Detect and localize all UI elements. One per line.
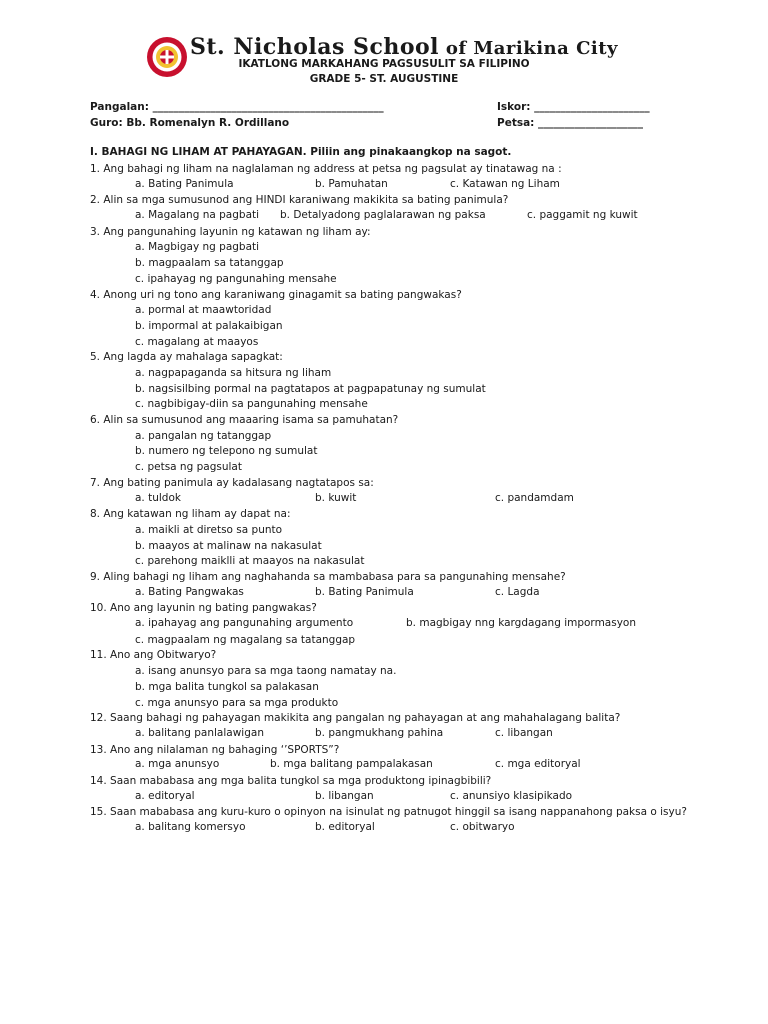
question-3 bbox=[90, 225, 690, 288]
answer-option-b[interactable]: b. numero ng telepono ng sumulat bbox=[135, 445, 318, 458]
answer-option-b[interactable]: b. pangmukhang pahina bbox=[315, 726, 444, 739]
options-row bbox=[90, 727, 690, 743]
question-9 bbox=[90, 570, 690, 601]
options-row bbox=[90, 790, 690, 806]
question-15 bbox=[90, 805, 690, 836]
answer-option-a[interactable]: a. editoryal bbox=[135, 789, 195, 802]
answer-option-b[interactable]: b. mga balita tungkol sa palakasan bbox=[135, 680, 319, 693]
question-text: 6. Alin sa sumusunod ang maaaring isama sa pamuhatan? bbox=[90, 414, 399, 427]
answer-option-a[interactable]: a. pangalan ng tatanggap bbox=[135, 429, 272, 442]
options-row bbox=[90, 821, 690, 837]
answer-option-c[interactable]: c. obitwaryo bbox=[450, 821, 515, 834]
answer-option-c[interactable]: c. libangan bbox=[495, 726, 553, 739]
answer-option-c[interactable]: c. Lagda bbox=[495, 585, 540, 598]
answer-option-a[interactable]: a. ipahayag ang pangunahing argumento bbox=[135, 617, 354, 630]
document-header bbox=[0, 30, 768, 90]
score-field: Iskor: ______________________ bbox=[497, 101, 650, 113]
answer-option-c[interactable]: c. pandamdam bbox=[495, 491, 574, 504]
question-7 bbox=[90, 476, 690, 507]
answer-option-c[interactable]: c. nagbibigay-diin sa pangunahing mensahe bbox=[135, 398, 368, 411]
question-text: 15. Saan mababasa ang kuru-kuro o opinyon na isinulat ng patnugot hinggil sa isang nappanahong paksa o isyu? bbox=[90, 806, 687, 819]
question-10 bbox=[90, 601, 690, 648]
section-title: I. BAHAGI NG LIHAM AT PAHAYAGAN. Piliin ang pinakaangkop na sagot. bbox=[90, 146, 512, 158]
question-text: 13. Ano ang nilalaman ng bahaging ‘’SPORTS”? bbox=[90, 743, 340, 756]
name-field: Pangalan: ____________________________________________ bbox=[90, 101, 384, 113]
answer-option-a[interactable]: a. nagpapaganda sa hitsura ng liham bbox=[135, 367, 332, 380]
date-field: Petsa: ____________________ bbox=[497, 117, 644, 129]
question-4 bbox=[90, 288, 690, 351]
question-12 bbox=[90, 711, 690, 742]
question-13 bbox=[90, 743, 690, 774]
answer-option-b[interactable]: b. editoryal bbox=[315, 821, 375, 834]
question-text: 11. Ano ang Obitwaryo? bbox=[90, 649, 217, 662]
answer-option-c[interactable]: c. mga editoryal bbox=[495, 758, 581, 771]
answer-option-a[interactable]: a. Magbigay ng pagbati bbox=[135, 241, 260, 254]
exam-title: IKATLONG MARKAHANG PAGSUSULIT SA FILIPINO bbox=[238, 58, 530, 70]
answer-option-b[interactable]: b. magbigay nng kargdagang impormasyon bbox=[406, 617, 636, 630]
question-list bbox=[90, 146, 690, 837]
question-text: 8. Ang katawan ng liham ay dapat na: bbox=[90, 508, 291, 521]
answer-option-a[interactable]: a. pormal at maawtoridad bbox=[135, 304, 272, 317]
answer-option-a[interactable]: a. Bating Pangwakas bbox=[135, 585, 244, 598]
answer-option-a[interactable]: a. maikli at diretso sa punto bbox=[135, 523, 283, 536]
answer-option-b[interactable]: b. magpaalam sa tatanggap bbox=[135, 257, 284, 270]
answer-option-a[interactable]: a. isang anunsyo para sa mga taong namatay na. bbox=[135, 665, 397, 678]
grade-section: GRADE 5- ST. AUGUSTINE bbox=[309, 73, 459, 85]
question-text: 10. Ano ang layunin ng bating pangwakas? bbox=[90, 602, 317, 615]
question-text: 1. Ang bahagi ng liham na naglalaman ng address at petsa ng pagsulat ay tinatawag na : bbox=[90, 163, 562, 175]
answer-option-b[interactable]: b. Pamuhatan bbox=[315, 177, 388, 190]
question-11 bbox=[90, 648, 690, 711]
school-seal-icon bbox=[146, 36, 188, 78]
answer-option-a[interactable]: a. tuldok bbox=[135, 491, 181, 504]
options-row bbox=[90, 617, 690, 633]
answer-option-c[interactable]: c. mga anunsyo para sa mga produkto bbox=[135, 696, 339, 709]
options-row bbox=[90, 178, 690, 194]
answer-option-c[interactable]: c. ipahayag ng pangunahing mensahe bbox=[135, 272, 337, 285]
answer-option-b[interactable]: b. Bating Panimula bbox=[315, 585, 414, 598]
options-row bbox=[90, 492, 690, 508]
question-text: 7. Ang bating panimula ay kadalasang nagtatapos sa: bbox=[90, 476, 374, 489]
student-info bbox=[90, 101, 690, 133]
answer-option-b[interactable]: b. libangan bbox=[315, 789, 374, 802]
question-text: 4. Anong uri ng tono ang karaniwang ginagamit sa bating pangwakas? bbox=[90, 288, 462, 301]
question-text: 3. Ang pangunahing layunin ng katawan ng liham ay: bbox=[90, 225, 371, 238]
answer-option-c[interactable]: c. magalang at maayos bbox=[135, 335, 259, 348]
question-text: 12. Saang bahagi ng pahayagan makikita ang pangalan ng pahayagan at ang mahahalagang balita? bbox=[90, 712, 621, 725]
question-5 bbox=[90, 350, 690, 413]
question-text: 9. Aling bahagi ng liham ang naghahanda sa mambabasa para sa pangunahing mensahe? bbox=[90, 571, 566, 583]
options-row bbox=[90, 758, 690, 774]
options-row bbox=[90, 209, 690, 225]
answer-option-c[interactable]: c. anunsiyo klasipikado bbox=[450, 789, 573, 802]
answer-option-c[interactable]: c. paggamit ng kuwit bbox=[527, 209, 638, 222]
answer-option-c[interactable]: c. parehong maiklli at maayos na nakasulat bbox=[135, 555, 365, 568]
answer-option-a[interactable]: a. Magalang na pagbati bbox=[135, 209, 260, 222]
answer-option-b[interactable]: b. kuwit bbox=[315, 491, 357, 504]
question-6 bbox=[90, 413, 690, 476]
answer-option-c[interactable]: c. magpaalam ng magalang sa tatanggap bbox=[135, 633, 356, 646]
answer-option-a[interactable]: a. mga anunsyo bbox=[135, 758, 220, 771]
answer-option-a[interactable]: a. Bating Panimula bbox=[135, 177, 234, 190]
answer-option-a[interactable]: a. balitang panlalawigan bbox=[135, 726, 264, 739]
question-text: 2. Alin sa mga sumusunod ang HINDI karaniwang makikita sa bating panimula? bbox=[90, 194, 509, 207]
question-14 bbox=[90, 774, 690, 805]
options-row bbox=[90, 586, 690, 602]
answer-option-a[interactable]: a. balitang komersyo bbox=[135, 821, 246, 834]
answer-option-c[interactable]: c. Katawan ng Liham bbox=[450, 177, 560, 190]
question-text: 14. Saan mababasa ang mga balita tungkol sa mga produktong ipinagbibili? bbox=[90, 775, 492, 788]
teacher-name: Guro: Bb. Romenalyn R. Ordillano bbox=[90, 117, 290, 129]
answer-option-b[interactable]: b. impormal at palakaibigan bbox=[135, 319, 283, 332]
question-1 bbox=[90, 162, 690, 193]
question-2 bbox=[90, 193, 690, 224]
question-8 bbox=[90, 507, 690, 570]
answer-option-b[interactable]: b. mga balitang pampalakasan bbox=[270, 758, 433, 771]
school-name: St. Nicholas School of Marikina City bbox=[190, 34, 619, 60]
answer-option-b[interactable]: b. nagsisilbing pormal na pagtatapos at pagpapatunay ng sumulat bbox=[135, 382, 486, 395]
answer-option-b[interactable]: b. maayos at malinaw na nakasulat bbox=[135, 539, 322, 552]
answer-option-c[interactable]: c. petsa ng pagsulat bbox=[135, 461, 242, 474]
question-text: 5. Ang lagda ay mahalaga sapagkat: bbox=[90, 351, 283, 364]
answer-option-b[interactable]: b. Detalyadong paglalarawan ng paksa bbox=[280, 209, 486, 222]
